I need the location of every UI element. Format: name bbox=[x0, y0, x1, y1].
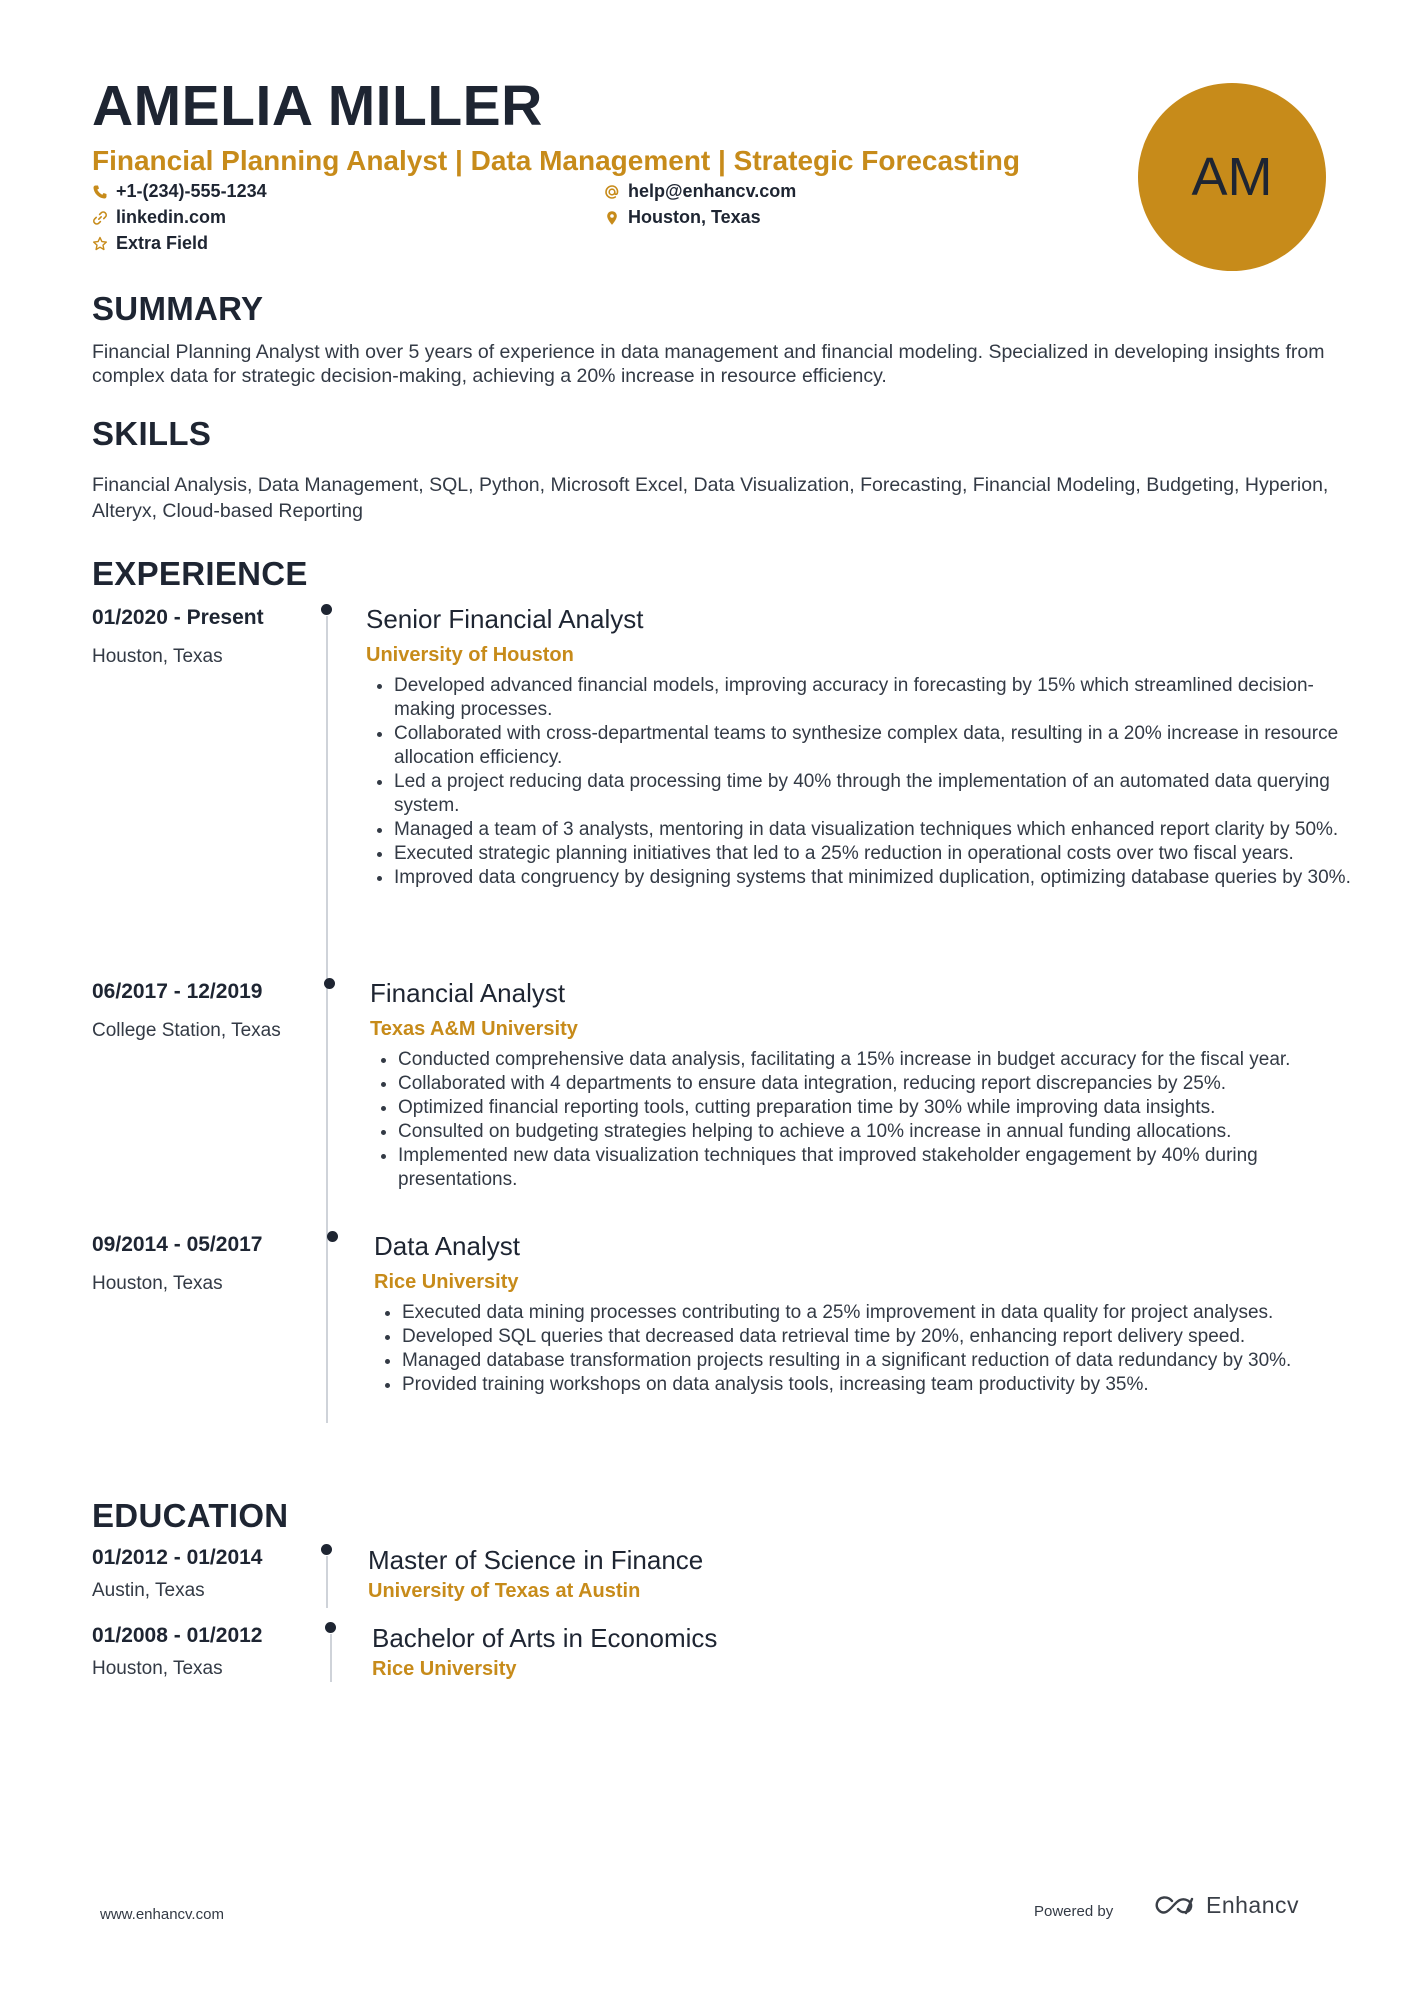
education-timeline bbox=[326, 1556, 328, 1608]
education-dates: 01/2008 - 01/2012 bbox=[92, 1624, 263, 1647]
star-icon bbox=[92, 236, 108, 252]
job-title: Senior Financial Analyst bbox=[366, 604, 644, 634]
list-item: • Developed advanced financial models, improving accuracy in forecasting by 15% which streamlined decision-making processes. bbox=[394, 674, 1354, 722]
contact-extra bbox=[92, 233, 208, 254]
summary-heading: SUMMARY bbox=[92, 290, 264, 327]
job-title: Financial Analyst bbox=[370, 978, 566, 1008]
list-item: • Managed database transformation projects resulting in a significant reduction of data redundancy by 30%. bbox=[402, 1349, 1358, 1373]
job-dates: 09/2014 - 05/2017 bbox=[92, 1233, 263, 1256]
summary-text: Financial Planning Analyst with over 5 years of experience in data management and financial modeling. Specialized in developing insights from complex data for strategic decision-making, achieving a 20% increase in resource efficiency. bbox=[92, 341, 1325, 387]
timeline-dot bbox=[324, 978, 335, 989]
education-heading: EDUCATION bbox=[92, 1497, 289, 1534]
powered-by-label: Powered by bbox=[1034, 1903, 1114, 1920]
list-item: • Developed SQL queries that decreased data retrieval time by 20%, enhancing report delivery speed. bbox=[402, 1325, 1358, 1349]
enhancv-logo-icon bbox=[1152, 1893, 1198, 1919]
education-dates: 01/2012 - 01/2014 bbox=[92, 1546, 263, 1569]
job-location: Houston, Texas bbox=[92, 646, 223, 667]
list-item: • Executed strategic planning initiatives that led to a 25% reduction in operational costs over two fiscal years. bbox=[394, 842, 1354, 866]
contact-linkedin[interactable] bbox=[92, 207, 226, 228]
job-bullets bbox=[376, 1048, 1358, 1192]
email-link[interactable]: help@enhancv.com bbox=[628, 181, 797, 201]
job-title: Data Analyst bbox=[374, 1231, 520, 1261]
list-item: • Collaborated with 4 departments to ensure data integration, reducing report discrepancies by 25%. bbox=[398, 1072, 1358, 1096]
job-employer: University of Houston bbox=[366, 644, 574, 666]
avatar bbox=[1138, 83, 1326, 271]
job-location: Houston, Texas bbox=[92, 1273, 223, 1294]
school-name: Rice University bbox=[372, 1658, 517, 1680]
degree-title: Bachelor of Arts in Economics bbox=[372, 1623, 718, 1653]
footer-url[interactable]: www.enhancv.com bbox=[100, 1906, 224, 1923]
list-item: • Improved data congruency by designing systems that minimized duplication, optimizing database queries by 30%. bbox=[394, 866, 1354, 890]
candidate-name: AMELIA MILLER bbox=[92, 74, 543, 138]
contact-phone bbox=[92, 181, 267, 202]
list-item: • Implemented new data visualization techniques that improved stakeholder engagement by 40% during presentations. bbox=[398, 1144, 1358, 1192]
job-bullets bbox=[380, 1301, 1358, 1397]
degree-title: Master of Science in Finance bbox=[368, 1545, 704, 1575]
timeline-dot bbox=[325, 1622, 336, 1633]
experience-timeline bbox=[326, 616, 328, 1423]
education-location: Austin, Texas bbox=[92, 1580, 205, 1601]
brand-name: Enhancv bbox=[1206, 1892, 1300, 1918]
timeline-dot bbox=[327, 1231, 338, 1242]
list-item: • Led a project reducing data processing time by 40% through the implementation of an automated data querying system. bbox=[394, 770, 1354, 818]
education-location: Houston, Texas bbox=[92, 1658, 223, 1679]
job-employer: Texas A&M University bbox=[370, 1018, 578, 1040]
at-icon bbox=[604, 184, 620, 200]
job-dates: 01/2020 - Present bbox=[92, 606, 264, 629]
school-name: University of Texas at Austin bbox=[368, 1580, 641, 1602]
job-employer: Rice University bbox=[374, 1271, 519, 1293]
list-item: • Managed a team of 3 analysts, mentoring in data visualization techniques which enhanced report clarity by 50%. bbox=[394, 818, 1354, 842]
extra-field-text: Extra Field bbox=[116, 233, 209, 253]
linkedin-link[interactable]: linkedin.com bbox=[116, 207, 227, 227]
brand[interactable] bbox=[1152, 1892, 1299, 1919]
education-timeline bbox=[330, 1634, 332, 1682]
avatar-initials: AM bbox=[1191, 147, 1273, 207]
job-bullets bbox=[372, 674, 1354, 890]
list-item: • Executed data mining processes contributing to a 25% improvement in data quality for project analyses. bbox=[402, 1301, 1358, 1325]
list-item: • Optimized financial reporting tools, cutting preparation time by 30% while improving data insights. bbox=[398, 1096, 1358, 1120]
skills-text: Financial Analysis, Data Management, SQL, Python, Microsoft Excel, Data Visualization, Forecasting, Financial Modeling, Budgeting, Hyperion, Alteryx, Cloud-based Reporting bbox=[92, 474, 1329, 522]
list-item: • Conducted comprehensive data analysis, facilitating a 15% increase in budget accuracy for the fiscal year. bbox=[398, 1048, 1358, 1072]
list-item: • Provided training workshops on data analysis tools, increasing team productivity by 35%. bbox=[402, 1373, 1358, 1397]
link-icon bbox=[92, 210, 108, 226]
job-location: College Station, Texas bbox=[92, 1020, 281, 1041]
list-item: • Consulted on budgeting strategies helping to achieve a 10% increase in annual funding allocations. bbox=[398, 1120, 1358, 1144]
list-item: • Collaborated with cross-departmental teams to synthesize complex data, resulting in a 20% increase in resource allocation efficiency. bbox=[394, 722, 1354, 770]
location-pin-icon bbox=[604, 210, 620, 226]
job-dates: 06/2017 - 12/2019 bbox=[92, 980, 263, 1003]
candidate-headline: Financial Planning Analyst | Data Management | Strategic Forecasting bbox=[92, 145, 1020, 176]
timeline-dot bbox=[321, 1544, 332, 1555]
phone-icon bbox=[92, 184, 108, 200]
timeline-dot bbox=[321, 604, 332, 615]
skills-heading: SKILLS bbox=[92, 415, 212, 452]
phone-text: +1-(234)-555-1234 bbox=[116, 181, 267, 201]
experience-heading: EXPERIENCE bbox=[92, 555, 308, 592]
location-text: Houston, Texas bbox=[628, 207, 761, 227]
contact-email[interactable] bbox=[604, 181, 796, 202]
contact-location bbox=[604, 207, 761, 228]
